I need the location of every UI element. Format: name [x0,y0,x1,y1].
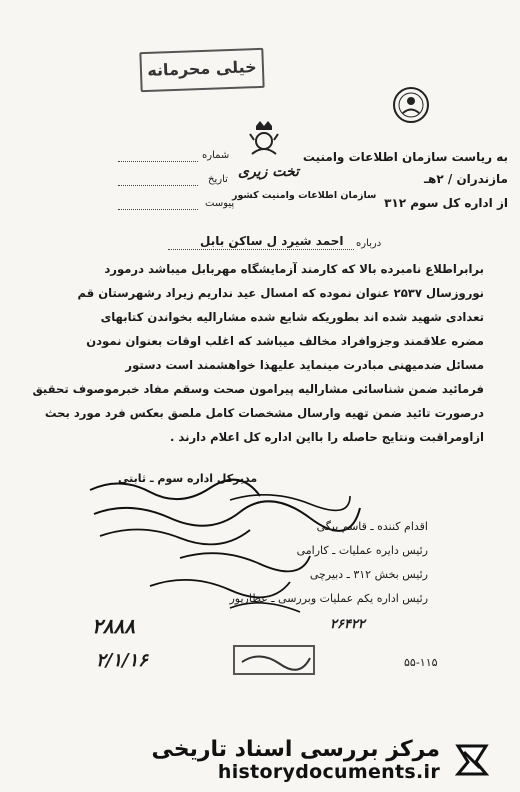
body-line: ازاومراقبت ونتایج حاصله را بااین اداره کل اعلام دارند . [169,430,484,444]
body-line: تعدادی شهید شده اند بطوریکه شایع شده مشارالیه بخواندن کتابهای [100,310,484,324]
handwritten-date: ۲/۱/۱۶ [96,650,148,671]
number-field-line [118,160,198,162]
signature-line: رئیس دایره عملیات ـ کارامی [296,544,428,557]
reference-code: ۵۵-۱۱۵ [404,656,438,669]
body-line: مضره علاقمند وجزوافراد مخالف میباشد که اغلب اوقات بعنوان نمودن [86,334,484,348]
body-line: مسائل ضدمیهنی مبادرت مینماید علیهذا خواهشمند است دستور [125,358,484,372]
signature-line: اقدام کننده ـ قاسم بیگی [316,520,428,533]
header-from-office: از اداره کل سوم ۳۱۲ [384,196,508,210]
attachment-field-line [118,208,198,210]
body-line: فرمائید ضمن شناسائی مشارالیه پیرامون صحت وسقم مفاد خبرموصوف تحقیق [32,382,484,396]
attachment-label: پیوست [205,198,235,209]
handwritten-code: ۲۶۴۲۲ [330,617,365,632]
director-signature-line: مدیرکل اداره سوم ـ ثابتی [118,472,258,485]
lion-and-sun-emblem-icon [392,86,430,124]
header-addressee: به ریاست سازمان اطلاعات وامنیت [302,150,508,164]
body-line: درصورت تائید ضمن تهیه وارسال مشخصات کامل ملصق بعکس فرد مورد بحث [44,406,484,420]
signature-line: رئیس بخش ۳۱۲ ـ دبیرچی [309,568,428,581]
classification-stamp: خیلی محرمانه [139,48,264,92]
date-label: تاریخ [208,174,228,185]
date-field-line [118,184,198,186]
footer-title: مرکز بررسی اسناد تاریخی [151,737,440,762]
header-province: مازندران / ۲هـ [423,172,508,186]
number-label: شماره [202,150,230,161]
body-line: نوروزسال ۲۵۳۷ عنوان نموده که امسال عید نداریم زیراد رشهرستان قم [77,286,484,300]
subject-field-line [168,248,354,250]
history-documents-logo-icon [452,740,492,780]
emblem-org-name: سازمان اطلاعات وامنیت کشور [232,190,377,201]
handwritten-number: ۲۸۸۸ [92,614,135,638]
emblem-caption: تخت زیری [238,164,299,180]
bottom-stamp-icon [230,640,320,680]
footer-url[interactable]: historydocuments.ir [217,761,440,783]
body-line: برابراطلاع نامبرده بالا که کارمند آزمایشگاه مهربابل میباشد درمورد [104,262,484,276]
subject-label: درباره [356,238,382,249]
crown-lion-emblem-icon [244,118,284,158]
subject-value: احمد شیرد ل ساکن بابل [200,234,344,248]
signature-line: رئیس اداره یکم عملیات وبررسی ـ عطارپور [229,592,428,605]
